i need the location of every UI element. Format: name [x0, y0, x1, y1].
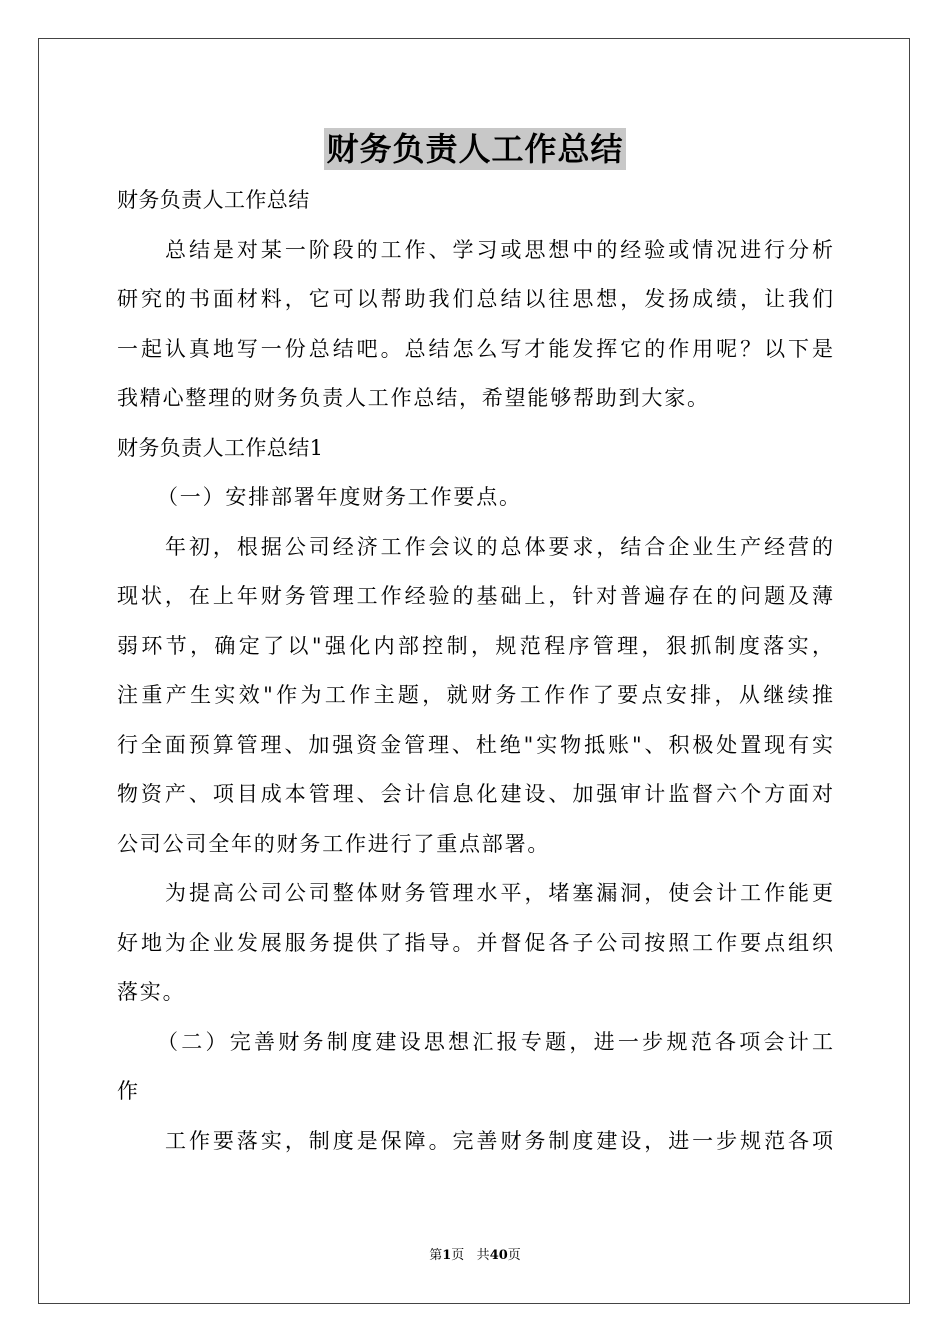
body-line: 注重产生实效"作为工作主题，就财务工作作了要点安排，从继续推 [117, 683, 833, 707]
body-line: 行全面预算管理、加强资金管理、杜绝"实物抵账"、积极处置现有实 [117, 732, 833, 757]
footer-total-pages: 40 [489, 1248, 508, 1263]
body-line: 公司公司全年的财务工作进行了重点部署。 [117, 831, 551, 856]
body-line: 工作要落实，制度是保障。完善财务制度建设，进一步规范各项 [165, 1128, 833, 1153]
document-title: 财务负责人工作总结 [326, 130, 624, 168]
footer-total-suffix: 页 [507, 1248, 521, 1263]
body-line: 一起认真地写一份总结吧。总结怎么写才能发挥它的作用呢？以下是 [117, 336, 833, 361]
footer-page-number: 1 [442, 1248, 452, 1263]
footer-page-prefix: 第 [429, 1248, 443, 1263]
body-line: 总结是对某一阶段的工作、学习或思想中的经验或情况进行分析 [165, 237, 833, 262]
document-body [117, 176, 833, 1166]
body-line: 年初，根据公司经济工作会议的总体要求，结合企业生产经营的 [165, 534, 833, 559]
subtitle-line: 财务负责人工作总结 [117, 188, 310, 212]
body-line: 我精心整理的财务负责人工作总结，希望能够帮助到大家。 [117, 386, 710, 410]
subsection-heading: （一）安排部署年度财务工作要点。 [157, 485, 522, 509]
subsection-heading-cont: 作 [117, 1079, 140, 1103]
page-footer [0, 1247, 950, 1265]
body-line: 弱环节，确定了以"强化内部控制，规范程序管理，狠抓制度落实， [117, 633, 833, 658]
title-container [0, 128, 950, 170]
body-line: 落实。 [117, 980, 186, 1004]
body-line: 现状，在上年财务管理工作经验的基础上，针对普遍存在的问题及薄 [117, 584, 833, 608]
footer-total-prefix: 共 [476, 1248, 490, 1263]
body-line: 研究的书面材料，它可以帮助我们总结以往思想，发扬成绩，让我们 [117, 287, 833, 311]
subsection-heading: （二）完善财务制度建设思想汇报专题，进一步规范各项会计工 [157, 1029, 833, 1054]
body-line: 好地为企业发展服务提供了指导。并督促各子公司按照工作要点组织 [117, 930, 833, 955]
body-line: 为提高公司公司整体财务管理水平，堵塞漏洞，使会计工作能更 [165, 881, 833, 905]
footer-page-suffix: 页 [451, 1248, 465, 1263]
body-line: 物资产、项目成本管理、会计信息化建设、加强审计监督六个方面对 [117, 782, 833, 806]
section-heading: 财务负责人工作总结1 [117, 435, 324, 460]
